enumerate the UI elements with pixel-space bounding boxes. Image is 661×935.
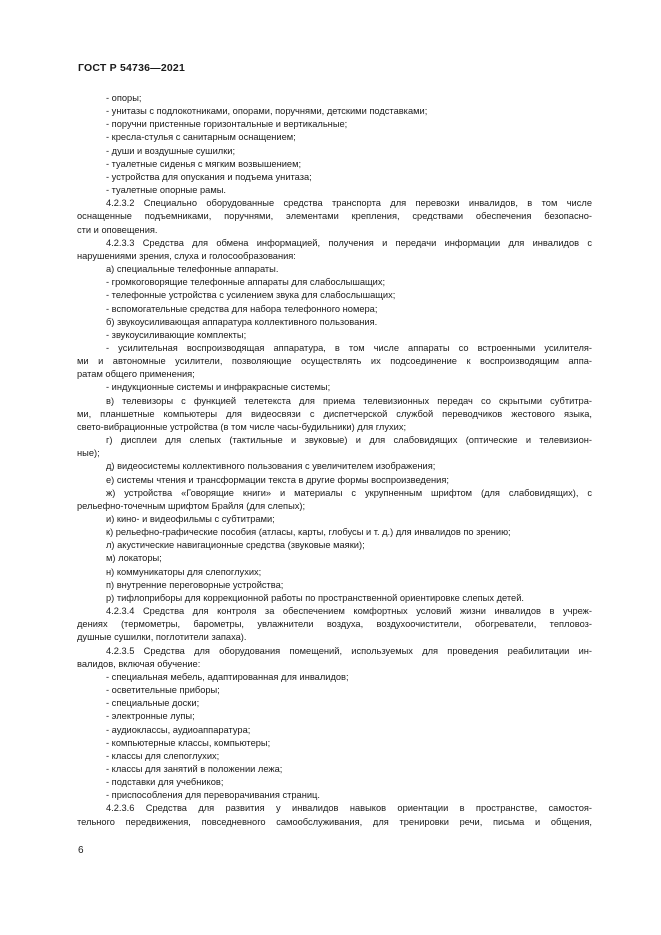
text-line: - специальная мебель, адаптированная для инвалидов; bbox=[106, 671, 349, 682]
text-line: 4.2.3.5 Средства для оборудования помещений, используемых для проведения реабилитации ин- bbox=[106, 645, 592, 656]
text-line: - поручни пристенные горизонтальные и вертикальные; bbox=[106, 119, 348, 130]
text-line: дениях (термометры, барометры, увлажнители воздуха, воздухоочистители, обогреватели, тепловоз- bbox=[77, 619, 592, 630]
text-line: - туалетные сиденья с мягким возвышением; bbox=[106, 158, 302, 169]
text-line: е) системы чтения и трансформации текста в другие формы воспроизведения; bbox=[106, 474, 449, 485]
text-line: 4.2.3.4 Средства для контроля за обеспечением комфортных условий жизни инвалидов в учреж- bbox=[106, 606, 592, 617]
text-line: - подставки для учебников; bbox=[106, 777, 224, 788]
text-line: - души и воздушные сушилки; bbox=[106, 145, 236, 156]
text-line: к) рельефно-графические пособия (атласы, карты, глобусы и т. д.) для инвалидов по зрению; bbox=[106, 527, 511, 538]
text-line: ми, планшетные компьютеры для видеосвязи с диспетчерской службой переводчиков жестового языка, bbox=[77, 408, 592, 419]
page-number: 6 bbox=[78, 845, 84, 856]
text-line: ные); bbox=[77, 448, 100, 459]
text-line: ми и автономные усилители, позволяющие осуществлять их подсоединение к воспроизводящим аппа- bbox=[77, 356, 592, 367]
text-line: - туалетные опорные рамы. bbox=[106, 185, 226, 196]
text-line: оснащенные подъемниками, поручнями, элементами крепления, средствами обеспечения безопасно- bbox=[77, 211, 592, 222]
text-line: ж) устройства «Говорящие книги» и материалы с укрупненным шрифтом (для слабовидящих), с bbox=[106, 487, 592, 498]
text-line: нарушениями зрения, слуха и голосообразования: bbox=[77, 250, 296, 261]
text-line: 4.2.3.2 Специально оборудованные средства транспорта для перевозки инвалидов, в том числе bbox=[106, 198, 592, 209]
document-body bbox=[77, 92, 592, 829]
text-line: л) акустические навигационные средства (звуковые маяки); bbox=[106, 540, 365, 551]
text-line: - индукционные системы и инфракрасные системы; bbox=[106, 382, 331, 393]
text-line: валидов, включая обучение: bbox=[77, 658, 201, 669]
text-line: ратам общего применения; bbox=[77, 369, 195, 380]
text-line: свето-вибрационные устройства (в том числе часы-будильники) для глухих; bbox=[77, 421, 407, 432]
text-line: - классы для занятий в положении лежа; bbox=[106, 763, 283, 774]
text-line: м) локаторы; bbox=[106, 553, 162, 564]
text-line: и) кино- и видеофильмы с субтитрами; bbox=[106, 514, 275, 524]
text-line: 4.2.3.3 Средства для обмена информацией, получения и передачи информации для инвалидов с bbox=[106, 237, 592, 248]
text-line: - кресла-стулья с санитарным оснащением; bbox=[106, 132, 296, 143]
text-line: - усилительная воспроизводящая аппаратура, в том числе аппараты со встроенными усилителя- bbox=[106, 342, 592, 353]
text-line: - компьютерные классы, компьютеры; bbox=[106, 737, 271, 748]
text-line: г) дисплеи для слепых (тактильные и звуковые) и для слабовидящих (оптические и телевизион- bbox=[106, 435, 592, 446]
text-line: рельефно-точечным шрифтом Брайля (для слепых); bbox=[77, 500, 306, 511]
text-line: - электронные лупы; bbox=[106, 711, 195, 722]
text-line: в) телевизоры с функцией телетекста для приема телевизионных передач со скрытыми субтитра- bbox=[106, 395, 592, 406]
text-line: р) тифлоприборы для коррекционной работы по пространственной ориентировке слепых детей. bbox=[106, 592, 524, 603]
text-line: н) коммуникаторы для слепоглухих; bbox=[106, 566, 262, 577]
text-line: - опоры; bbox=[106, 93, 142, 103]
text-line: - приспособления для переворачивания страниц. bbox=[106, 790, 320, 801]
text-line: п) внутренние переговорные устройства; bbox=[106, 579, 284, 590]
text-line: а) специальные телефонные аппараты. bbox=[106, 264, 279, 275]
text-line: - унитазы с подлокотниками, опорами, поручнями, детскими подставками; bbox=[106, 106, 428, 117]
text-line: - аудиоклассы, аудиоаппаратура; bbox=[106, 724, 251, 735]
text-line: - вспомогательные средства для набора телефонного номера; bbox=[106, 303, 378, 314]
standard-header: ГОСТ Р 54736—2021 bbox=[78, 62, 186, 74]
text-line: душные сушилки, поглотители запаха). bbox=[77, 632, 247, 643]
text-line: сти и оповещения. bbox=[77, 224, 158, 235]
text-line: - специальные доски; bbox=[106, 698, 200, 709]
text-line: - классы для слепоглухих; bbox=[106, 750, 220, 761]
text-line: - осветительные приборы; bbox=[106, 685, 220, 696]
text-line: б) звукоусиливающая аппаратура коллективного пользования. bbox=[106, 316, 378, 327]
text-line: - звукоусиливающие комплекты; bbox=[106, 329, 247, 340]
text-line: тельного передвижения, повседневного самообслуживания, для тренировки речи, письма и общения, bbox=[77, 816, 592, 827]
text-line: д) видеосистемы коллективного пользования с увеличителем изображения; bbox=[106, 461, 436, 472]
text-line: - устройства для опускания и подъема унитаза; bbox=[106, 171, 312, 182]
text-line: - телефонные устройства с усилением звука для слабослышащих; bbox=[106, 290, 396, 301]
text-line: 4.2.3.6 Средства для развития у инвалидов навыков ориентации в пространстве, самостоя- bbox=[106, 803, 592, 814]
text-line: - громкоговорящие телефонные аппараты для слабослышащих; bbox=[106, 277, 386, 288]
